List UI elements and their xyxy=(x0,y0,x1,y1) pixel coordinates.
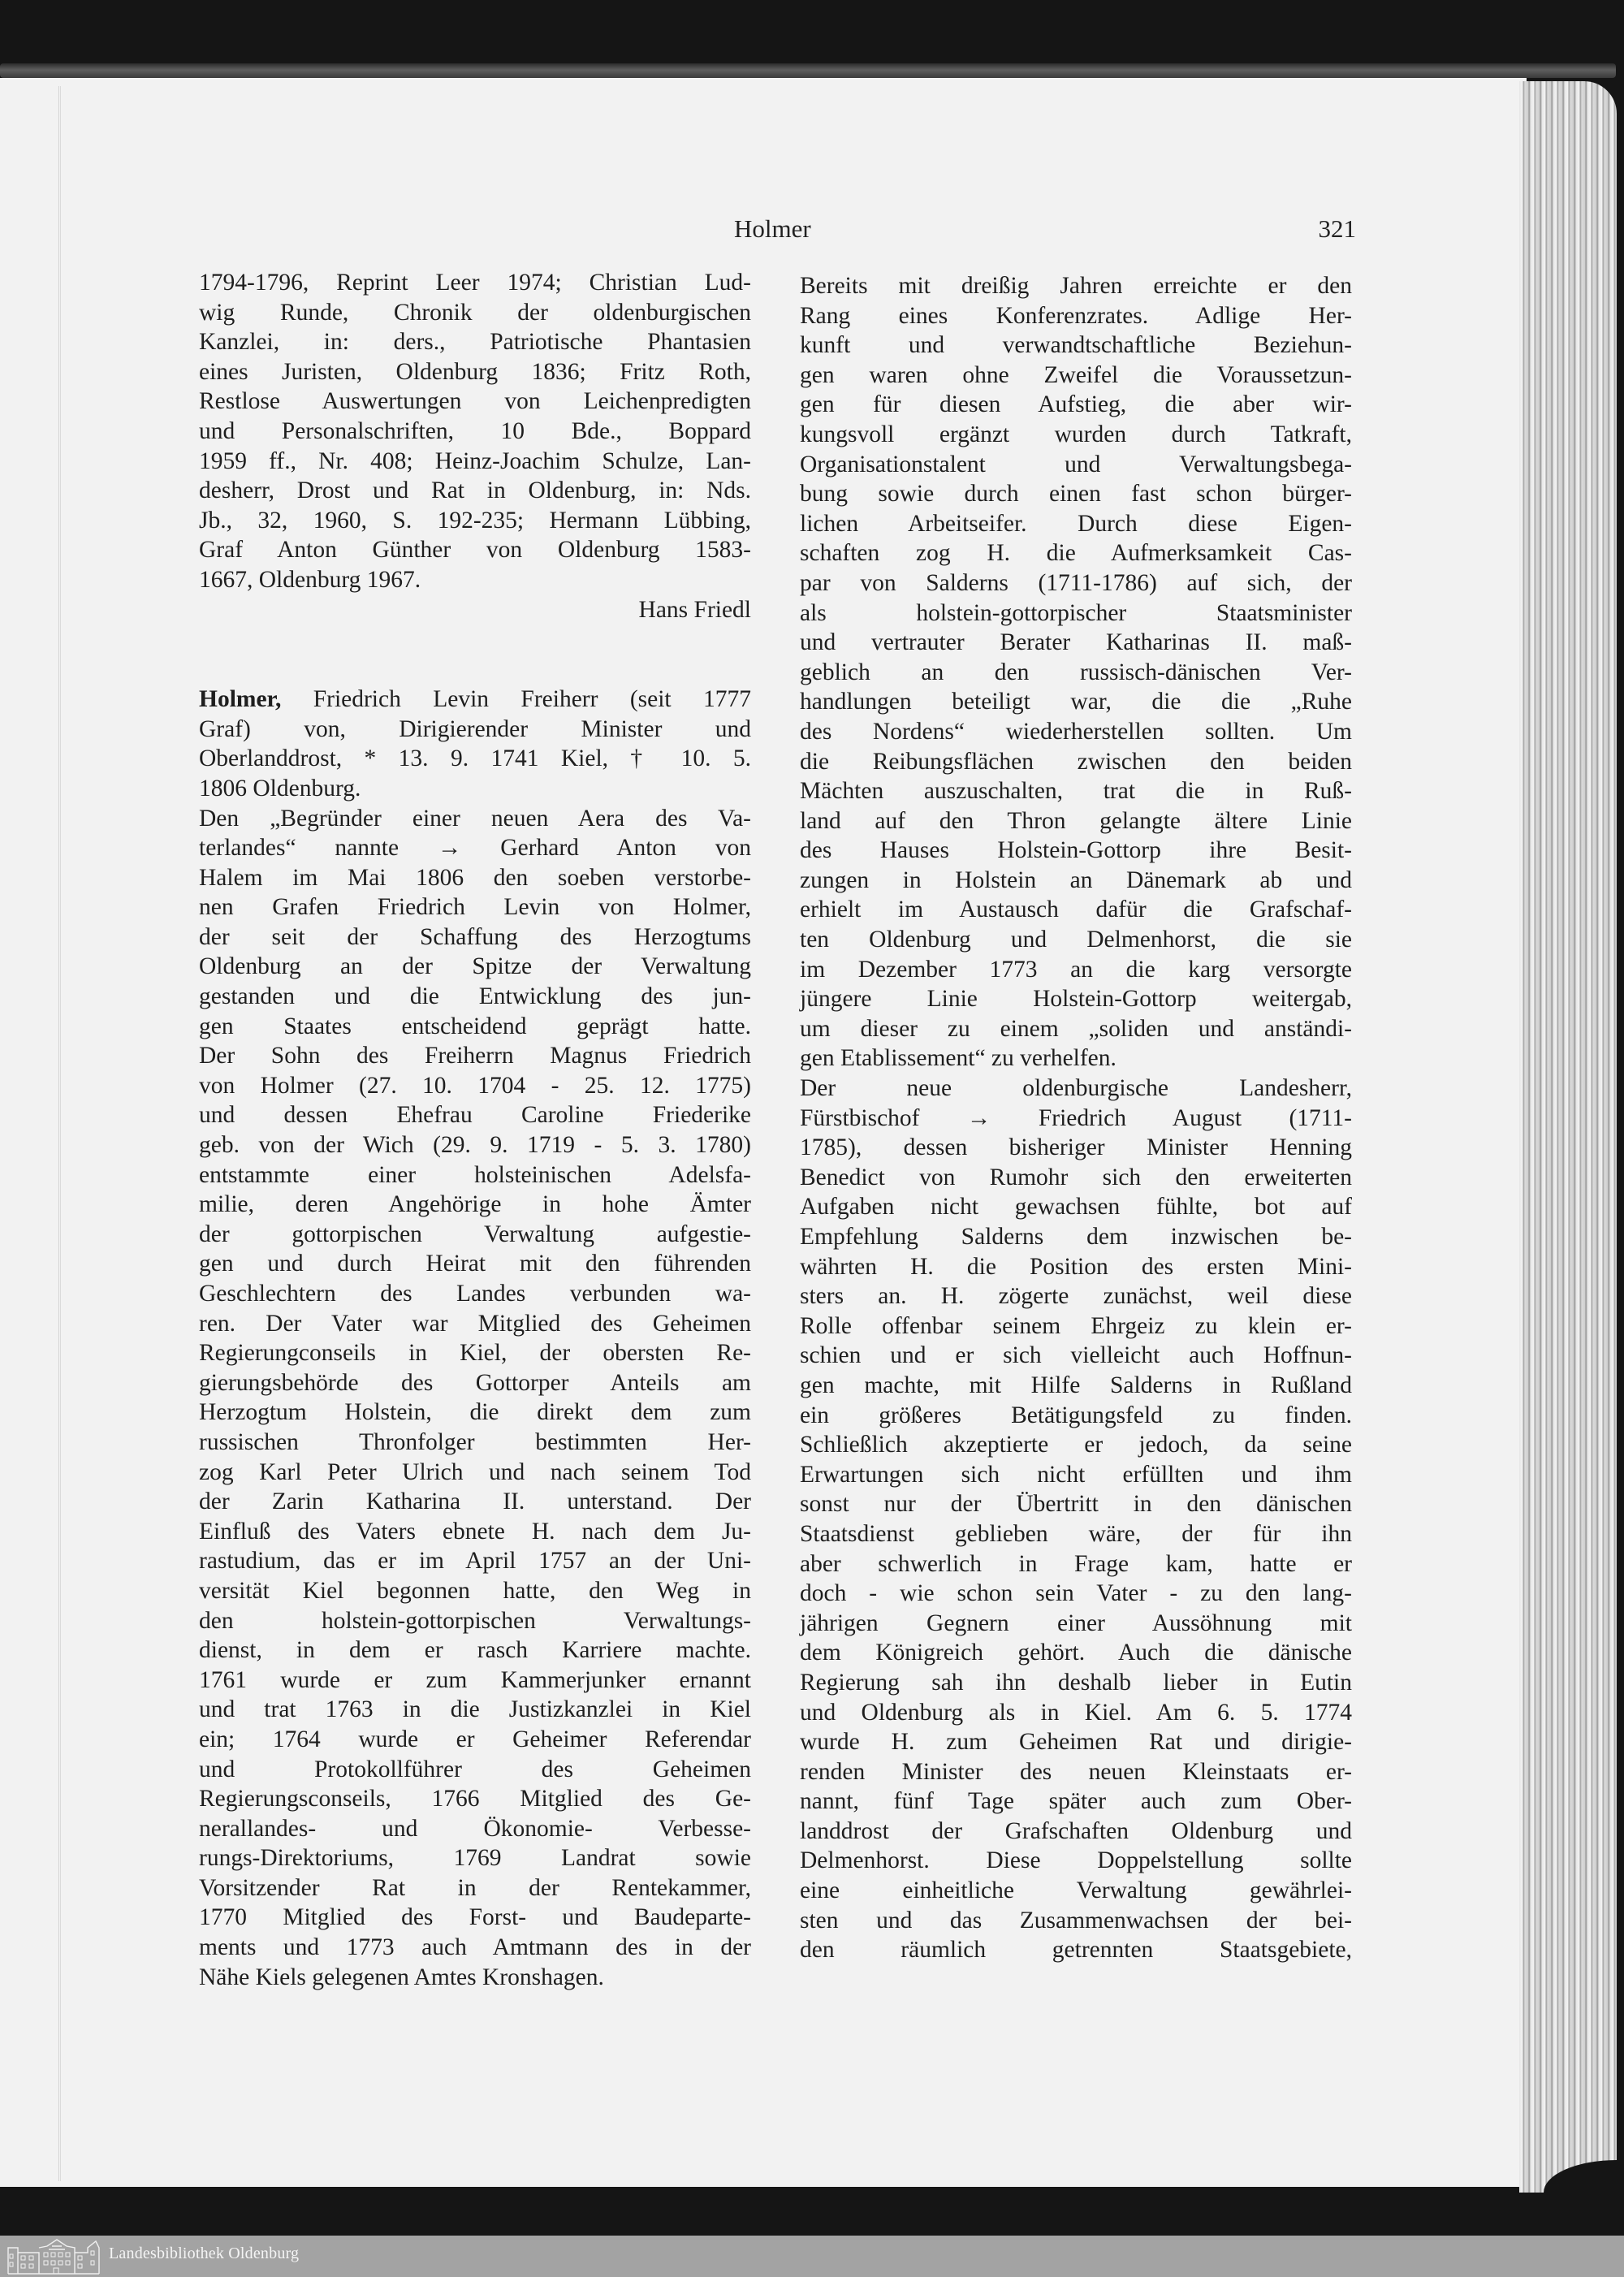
text-line: Fürstbischof → Friedrich August (1711- xyxy=(800,1104,1352,1131)
text-line: wurde H. zum Geheimen Rat und dirigie- xyxy=(800,1729,1352,1756)
text-line: Nähe Kiels gelegenen Amtes Kronshagen. xyxy=(199,1964,604,1990)
text-line: renden Minister des neuen Kleinstaats er- xyxy=(800,1758,1352,1785)
text-line: Graf) von, Dirigierender Minister und xyxy=(199,715,751,742)
text-line: 1770 Mitglied des Forst- und Baudeparte- xyxy=(199,1904,751,1931)
text-line: sters an. H. zögerte zunächst, weil diese xyxy=(800,1283,1352,1310)
text-line: schaften zog H. die Aufmerksamkeit Cas- xyxy=(800,540,1352,567)
text-line: erhielt im Austausch dafür die Grafschaf- xyxy=(800,897,1352,923)
text-line: zungen in Holstein an Dänemark ab und xyxy=(800,866,1352,893)
text-line: Rolle offenbar seinem Ehrgeiz zu klein er- xyxy=(800,1312,1352,1339)
text-line: Schließlich akzeptierte er jedoch, da seine xyxy=(800,1432,1352,1458)
text-line: kunft und verwandtschaftliche Beziehun- xyxy=(800,332,1352,359)
text-line: 1667, Oldenburg 1967. xyxy=(199,566,421,593)
text-line: ein; 1764 wurde er Geheimer Referendar xyxy=(199,1726,751,1752)
text-line: Graf Anton Günther von Oldenburg 1583- xyxy=(199,537,751,564)
text-line: Jb., 32, 1960, S. 192-235; Hermann Lübbing, xyxy=(199,507,751,534)
running-head-title: Holmer xyxy=(734,214,811,243)
text-line: ren. Der Vater war Mitglied des Geheimen xyxy=(199,1310,751,1337)
text-line: Oldenburg an der Spitze der Verwaltung xyxy=(199,953,751,980)
text-line: gierungsbehörde des Gottorper Anteils am xyxy=(199,1369,751,1396)
text-line: sten und das Zusammenwachsen der bei- xyxy=(800,1907,1352,1934)
text-line: Organisationstalent und Verwaltungsbega- xyxy=(800,451,1352,477)
text-line: Empfehlung Salderns dem inzwischen be- xyxy=(800,1224,1352,1250)
text-line: milie, deren Angehörige in hohe Ämter xyxy=(199,1191,751,1218)
text-line: sonst nur der Übertritt in den dänischen xyxy=(800,1491,1352,1518)
text-line: Geschlechtern des Landes verbunden wa- xyxy=(199,1281,751,1307)
text-line: 1806 Oldenburg. xyxy=(199,775,361,801)
text-line: gen waren ohne Zweifel die Voraussetzun- xyxy=(800,361,1352,388)
text-line: landdrost der Grafschaften Oldenburg und xyxy=(800,1817,1352,1844)
text-line: Der neue oldenburgische Landesherr, xyxy=(800,1075,1352,1102)
text-line: entstammte einer holsteinischen Adelsfa- xyxy=(199,1161,751,1188)
text-line: und Oldenburg als in Kiel. Am 6. 5. 1774 xyxy=(800,1699,1352,1726)
text-line: schien und er sich vielleicht auch Hoffnun- xyxy=(800,1342,1352,1369)
entry-separator xyxy=(199,624,751,685)
text-line: Kanzlei, in: ders., Patriotische Phantasien xyxy=(199,329,751,356)
entry-header-lines xyxy=(199,715,751,804)
text-line: zog Karl Peter Ulrich und nach seinem Tod xyxy=(199,1458,751,1485)
text-line: und Protokollführer des Geheimen xyxy=(199,1756,751,1782)
text-line: gen für diesen Aufstieg, die aber wir- xyxy=(800,391,1352,418)
text-line: den räumlich getrennten Staatsgebiete, xyxy=(800,1937,1352,1964)
text-line: Den „Begründer einer neuen Aera des Va- xyxy=(199,805,751,832)
text-line: eine einheitliche Verwaltung gewährlei- xyxy=(800,1877,1352,1904)
text-line: als holstein-gottorpischer Staatsminister xyxy=(800,599,1352,626)
right-column-body xyxy=(800,271,1352,1965)
library-building-icon xyxy=(6,2238,101,2275)
page-number: 321 xyxy=(1318,214,1356,243)
text-line: der gottorpischen Verwaltung aufgestie- xyxy=(199,1221,751,1247)
text-line: der seit der Schaffung des Herzogtums xyxy=(199,923,751,950)
text-line: rastudium, das er im April 1757 an der Uni- xyxy=(199,1548,751,1575)
text-line: russischen Thronfolger bestimmten Her- xyxy=(199,1428,751,1455)
text-line: gen machte, mit Hilfe Salderns in Rußland xyxy=(800,1372,1352,1398)
text-line: jüngere Linie Holstein-Gottorp weitergab, xyxy=(800,986,1352,1013)
text-line: gen und durch Heirat mit den führenden xyxy=(199,1251,751,1277)
book-cover-edge xyxy=(0,63,1616,78)
text-line: wig Runde, Chronik der oldenburgischen xyxy=(199,299,751,326)
text-line: lichen Arbeitseifer. Durch diese Eigen- xyxy=(800,510,1352,537)
footer-library-name: Landesbibliothek Oldenburg xyxy=(109,2245,300,2262)
text-line: gen Etablissement“ zu verhelfen. xyxy=(800,1045,1116,1072)
text-line: Vorsitzender Rat in der Rentekammer, xyxy=(199,1874,751,1901)
text-line: währten H. die Position des ersten Mini- xyxy=(800,1253,1352,1280)
text-line: Der Sohn des Freiherrn Magnus Friedrich xyxy=(199,1043,751,1069)
text-line: um dieser zu einem „soliden und anständi- xyxy=(800,1015,1352,1042)
text-line: Regierungconseils in Kiel, der obersten Re- xyxy=(199,1340,751,1367)
text-line: Restlose Auswertungen von Leichenpredigten xyxy=(199,388,751,415)
left-column xyxy=(199,268,751,1992)
text-line: von Holmer (27. 10. 1704 - 25. 12. 1775) xyxy=(199,1072,751,1099)
text-line: die Reibungsflächen zwischen den beiden xyxy=(800,748,1352,775)
right-column xyxy=(800,271,1352,1965)
text-line: 1785), dessen bisheriger Minister Henning xyxy=(800,1134,1352,1161)
text-line: ein größeres Betätigungsfeld zu finden. xyxy=(800,1402,1352,1428)
text-line: im Dezember 1773 an die karg versorgte xyxy=(800,956,1352,983)
text-line: den holstein-gottorpischen Verwaltungs- xyxy=(199,1607,751,1634)
text-line: Mächten auszuschalten, trat die in Ruß- xyxy=(800,778,1352,805)
text-line: Rang eines Konferenzrates. Adlige Her- xyxy=(800,302,1352,329)
text-line: Halem im Mai 1806 den soeben verstorbe- xyxy=(199,864,751,891)
text-line: 1761 wurde er zum Kammerjunker ernannt xyxy=(199,1666,751,1693)
text-line: des Hauses Holstein-Gottorp ihre Besit- xyxy=(800,837,1352,864)
text-line: 1794-1796, Reprint Leer 1974; Christian Lud- xyxy=(199,270,751,296)
text-line: Herzogtum Holstein, die direkt dem zum xyxy=(199,1399,751,1426)
entry-headline-rest: Friedrich Levin Freiherr (seit 1777 xyxy=(313,686,751,713)
bibliography xyxy=(199,268,751,595)
page-stack-edge xyxy=(1519,81,1617,2193)
text-line: rungs-Direktoriums, 1769 Landrat sowie xyxy=(199,1845,751,1872)
text-line: und dessen Ehefrau Caroline Friederike xyxy=(199,1102,751,1129)
text-line: ments und 1773 auch Amtmann des in der xyxy=(199,1934,751,1961)
entry-body xyxy=(199,804,751,1993)
text-line: dienst, in dem er rasch Karriere machte. xyxy=(199,1637,751,1664)
text-line: Staatsdienst geblieben wäre, der für ihn xyxy=(800,1520,1352,1547)
text-line: 1959 ff., Nr. 408; Heinz-Joachim Schulze, Lan- xyxy=(199,447,751,474)
text-line: terlandes“ nannte → Gerhard Anton von xyxy=(199,835,751,862)
text-line: Aufgaben nicht gewachsen fühlte, bot auf xyxy=(800,1194,1352,1221)
entry-headline xyxy=(199,685,751,715)
text-line: jährigen Gegnern einer Aussöhnung mit xyxy=(800,1609,1352,1636)
text-line: land auf den Thron gelangte ältere Linie xyxy=(800,807,1352,834)
text-line: bung sowie durch einen fast schon bürger- xyxy=(800,481,1352,508)
text-line: und trat 1763 in die Justizkanzlei in Kiel xyxy=(199,1696,751,1723)
text-line: geb. von der Wich (29. 9. 1719 - 5. 3. 1780) xyxy=(199,1132,751,1159)
text-line: eines Juristen, Oldenburg 1836; Fritz Roth, xyxy=(199,358,751,385)
text-line: versität Kiel begonnen hatte, den Weg in xyxy=(199,1577,751,1604)
text-line: und Personalschriften, 10 Bde., Boppard xyxy=(199,417,751,444)
text-line: nannt, fünf Tage später auch zum Ober- xyxy=(800,1788,1352,1815)
text-line: Benedict von Rumohr sich den erweiterten xyxy=(800,1164,1352,1190)
text-line: nerallandes- und Ökonomie- Verbesse- xyxy=(199,1815,751,1842)
text-line: Oberlanddrost, * 13. 9. 1741 Kiel, † 10. 5. xyxy=(199,745,751,772)
text-line: dem Königreich gehört. Auch die dänische xyxy=(800,1640,1352,1666)
text-line: gestanden und die Entwicklung des jun- xyxy=(199,983,751,1010)
text-line: und vertrauter Berater Katharinas II. maß- xyxy=(800,629,1352,656)
text-line: Bereits mit dreißig Jahren erreichte er den xyxy=(800,273,1352,299)
text-line: handlungen beteiligt war, die die „Ruhe xyxy=(800,689,1352,715)
text-line: doch - wie schon sein Vater - zu den lang- xyxy=(800,1580,1352,1607)
author-signature: Hans Friedl xyxy=(638,596,751,623)
text-line: kungsvoll ergänzt wurden durch Tatkraft, xyxy=(800,421,1352,447)
text-line: geblich an den russisch-dänischen Ver- xyxy=(800,659,1352,685)
text-line: Einfluß des Vaters ebnete H. nach dem Ju- xyxy=(199,1518,751,1545)
text-line: nen Grafen Friedrich Levin von Holmer, xyxy=(199,894,751,921)
text-line: Delmenhorst. Diese Doppelstellung sollte xyxy=(800,1847,1352,1874)
text-line: Erwartungen sich nicht erfüllten und ihm xyxy=(800,1461,1352,1488)
text-line: aber schwerlich in Frage kam, hatte er xyxy=(800,1550,1352,1577)
text-line: ten Oldenburg und Delmenhorst, die sie xyxy=(800,927,1352,953)
text-line: gen Staates entscheidend geprägt hatte. xyxy=(199,1013,751,1039)
text-line: par von Salderns (1711-1786) auf sich, der xyxy=(800,569,1352,596)
entry-headword: Holmer, xyxy=(199,686,282,713)
text-line: der Zarin Katharina II. unterstand. Der xyxy=(199,1488,751,1515)
text-line: desherr, Drost und Rat in Oldenburg, in: Nds. xyxy=(199,477,751,504)
text-line: Regierung sah ihn deshalb lieber in Eutin xyxy=(800,1669,1352,1696)
text-line: des Nordens“ wiederherstellen sollten. Um xyxy=(800,718,1352,745)
page-gutter xyxy=(58,86,61,2181)
text-line: Regierungsconseils, 1766 Mitglied des Ge- xyxy=(199,1786,751,1813)
